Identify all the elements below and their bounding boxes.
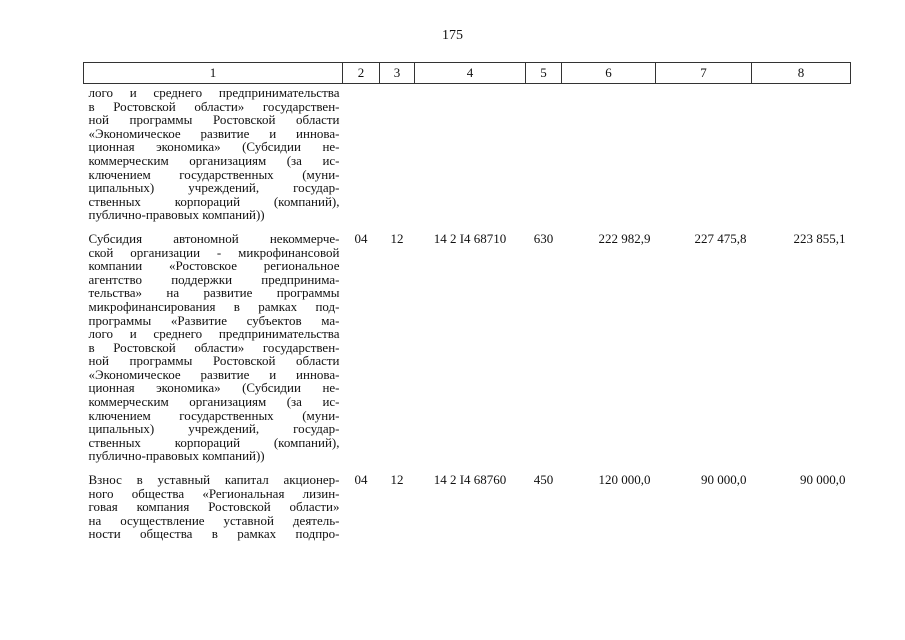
description-line: ционная экономика» (Субсидии не- [88,139,340,155]
row-expense-type-code: 450 [533,472,554,488]
row-amount-year-2: 90 000,0 [701,472,747,488]
description-line: в Ростовской области» государствен- [88,98,340,114]
description-line: тельства» на развитие программы [88,285,340,301]
description-line: ности общества в рамках подпро- [88,526,340,542]
description-line: компании «Ростовское региональное [88,258,340,274]
description-line: ципальных) учреждений, государ- [88,421,340,437]
row-section-code: 04 [354,472,368,488]
description-line: говая компания Ростовской области» [88,499,340,515]
description-line: публично-правовых компаний)) [88,207,265,223]
description-line: «Экономическое развитие и иннова- [88,125,340,141]
description-line: публично-правовых компаний)) [88,448,265,464]
row-description [84,84,343,232]
table-body [84,84,851,552]
description-line: агентство поддержки предпринима- [88,271,340,287]
row-expense-type-code [526,84,562,232]
row-amount-year-3 [752,84,851,232]
description-line: ственных корпораций (компаний), [88,434,340,450]
header-col-1: 1 [84,63,343,84]
table-row [84,84,851,232]
description-line: лого и среднего предпринимательства [88,85,340,100]
row-amount-year-3: 90 000,0 [800,472,846,488]
description-line: на осуществление уставной деятель- [88,512,340,528]
row-section-code: 04 [354,230,368,246]
description-line: программы «Развитие субъектов ма- [88,312,340,328]
row-subsection-code: 12 [390,472,404,488]
row-description [84,232,343,473]
description-line: ной программы Ростовской области [88,112,340,128]
description-line: Взнос в уставный капитал акционер- [88,472,340,488]
row-amount-year-1: 222 982,9 [598,230,651,246]
page-number: 175 [442,28,463,43]
table-header [84,63,851,84]
description-line: ключением государственных (муни- [88,407,340,423]
description-line: микрофинансирования в рамках под- [88,298,340,314]
row-amount-year-2: 227 475,8 [694,230,747,246]
header-col-8: 8 [752,63,851,84]
description-line: «Экономическое развитие и иннова- [88,366,340,382]
header-col-3: 3 [380,63,415,84]
description-line: ционная экономика» (Субсидии не- [88,380,340,396]
table-row [84,473,851,551]
row-amount-year-1 [562,84,656,232]
description-line: ной программы Ростовской области [88,353,340,369]
row-target-article-code [415,84,526,232]
header-col-2: 2 [343,63,380,84]
row-section-code [343,84,380,232]
row-subsection-code [380,84,415,232]
header-row [84,63,851,84]
header-col-4: 4 [415,63,526,84]
description-line: ской организации - микрофинансовой [88,244,340,260]
row-target-article-code: 14 2 I4 68710 [433,230,507,246]
header-col-5: 5 [526,63,562,84]
header-col-6: 6 [562,63,656,84]
table-row [84,232,851,473]
budget-table [83,62,851,551]
description-line: коммерческим организациям (за ис- [88,152,340,168]
description-line: коммерческим организациям (за ис- [88,394,340,410]
row-amount-year-3: 223 855,1 [793,230,846,246]
description-line: Субсидия автономной некоммерче- [88,230,340,246]
description-line: ципальных) учреждений, государ- [88,180,340,196]
description-line: ключением государственных (муни- [88,166,340,182]
description-line: лого и среднего предпринимательства [88,326,340,342]
row-amount-year-2 [656,84,752,232]
row-amount-year-1: 120 000,0 [598,472,651,488]
description-line: ного общества «Региональная лизин- [88,485,340,501]
header-col-7: 7 [656,63,752,84]
description-line: ственных корпораций (компаний), [88,193,340,209]
row-target-article-code: 14 2 I4 68760 [433,472,507,488]
description-line: в Ростовской области» государствен- [88,339,340,355]
row-expense-type-code: 630 [533,230,554,246]
row-description [84,473,343,551]
row-subsection-code: 12 [390,230,404,246]
